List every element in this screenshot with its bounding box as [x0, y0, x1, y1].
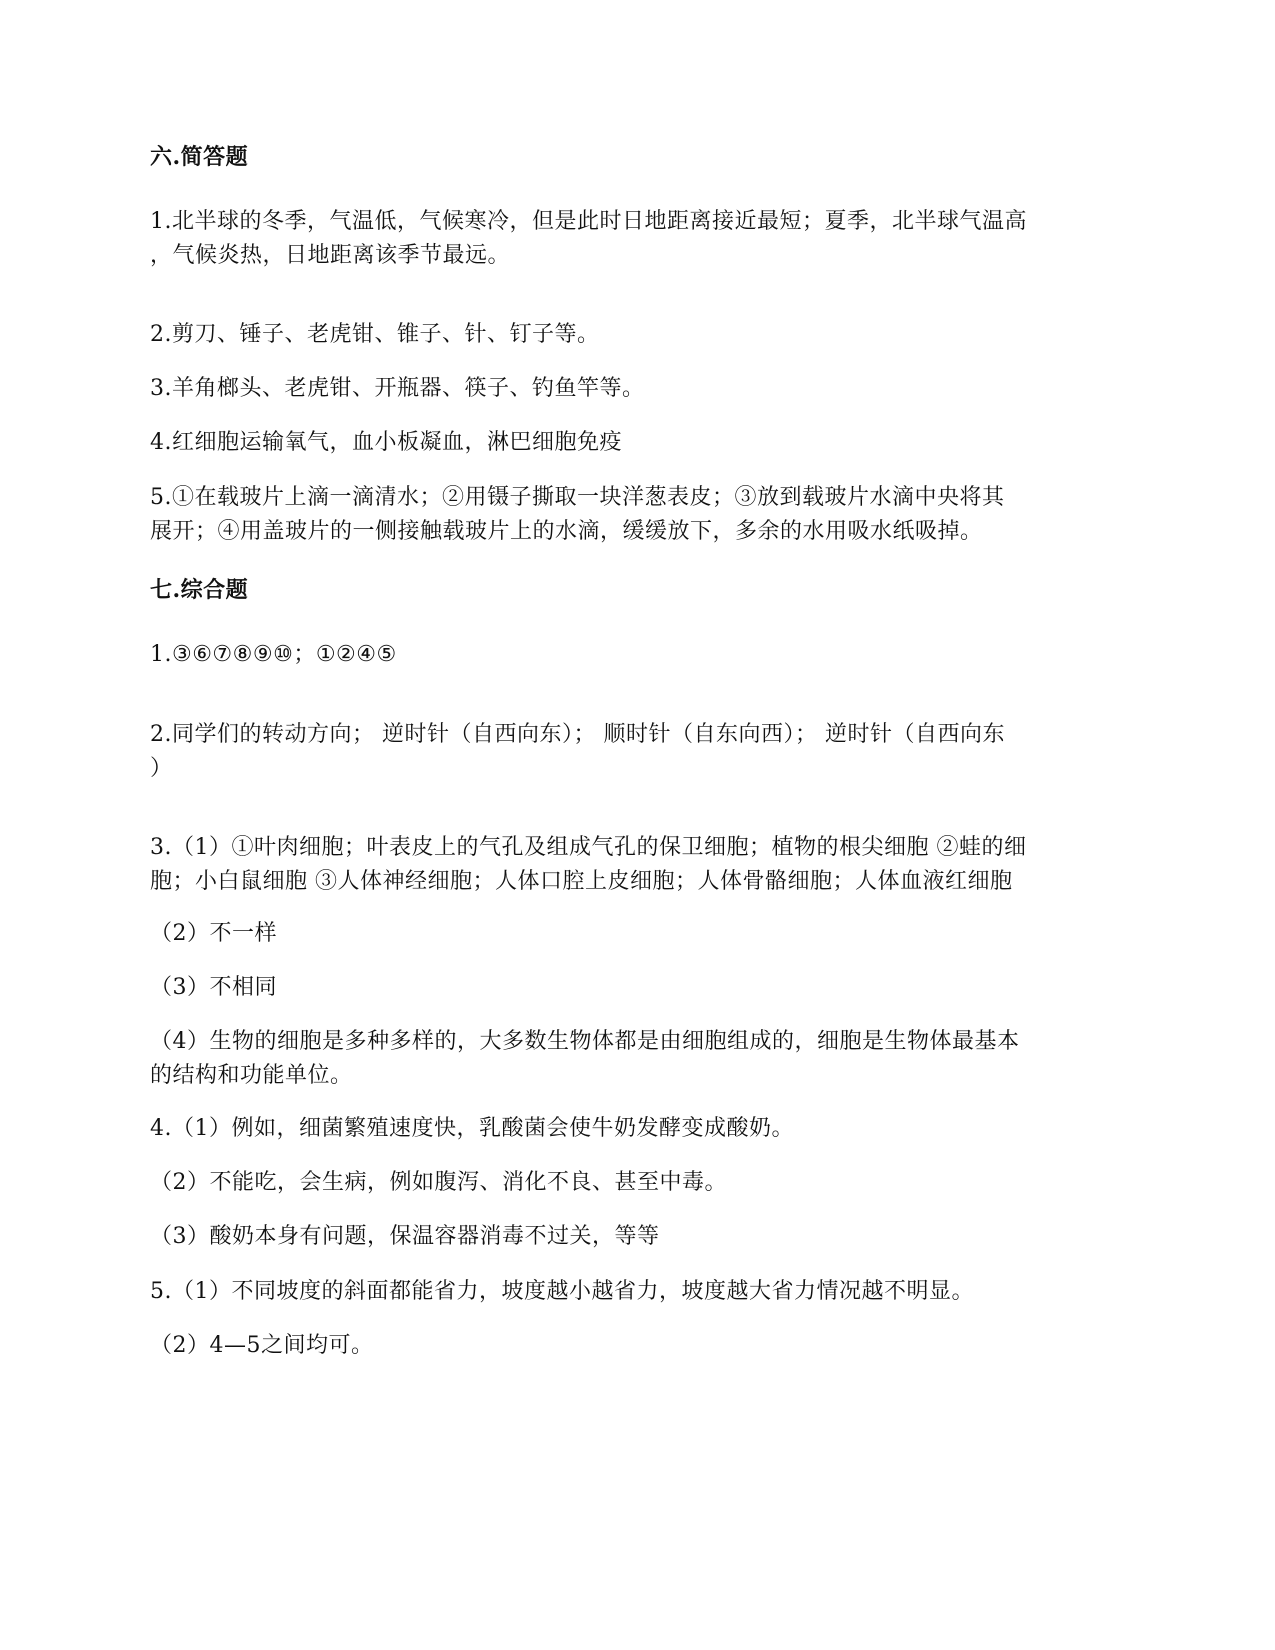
answer-line: （4）生物的细胞是多种多样的，大多数生物体都是由细胞组成的，细胞是生物体最基本 [150, 1029, 1020, 1054]
answer-item [150, 372, 1125, 406]
answer-line: 4.（1）例如，细菌繁殖速度快，乳酸菌会使牛奶发酵变成酸奶。 [150, 1116, 794, 1141]
answer-item [150, 1112, 1125, 1146]
answer-line: （3）酸奶本身有问题，保温容器消毒不过关，等等 [150, 1224, 660, 1249]
answer-item [150, 205, 1125, 273]
answer-line: 1.北半球的冬季，气温低，气候寒冷，但是此时日地距离接近最短；夏季，北半球气温高 [150, 209, 1027, 234]
answer-item [150, 1166, 1125, 1200]
section-heading-short-answer: 六.简答题 [150, 144, 249, 170]
answer-line: 5.①在载玻片上滴一滴清水；②用镊子撕取一块洋葱表皮；③放到载玻片水滴中央将其 [150, 485, 1005, 510]
answer-line: ，气候炎热，日地距离该季节最远。 [150, 243, 511, 268]
answer-line: （2）4—5之间均可。 [150, 1333, 374, 1358]
answer-item [150, 971, 1125, 1005]
answer-item [150, 1275, 1125, 1309]
answer-line: 4.红细胞运输氧气，血小板凝血，淋巴细胞免疫 [150, 430, 622, 455]
answer-item [150, 638, 1125, 672]
answer-item [150, 481, 1125, 549]
answer-line: ） [150, 756, 173, 781]
answer-line: 胞；小白鼠细胞 ③人体神经细胞；人体口腔上皮细胞；人体骨骼细胞；人体血液红细胞 [150, 869, 1013, 894]
answer-line: 3.（1）①叶肉细胞；叶表皮上的气孔及组成气孔的保卫细胞；植物的根尖细胞 ②蛙的细 [150, 835, 1027, 860]
answer-item [150, 718, 1125, 786]
answer-line: 5.（1）不同坡度的斜面都能省力，坡度越小越省力，坡度越大省力情况越不明显。 [150, 1279, 974, 1304]
answer-item [150, 1329, 1125, 1363]
answer-line: （3）不相同 [150, 975, 277, 1000]
answer-item [150, 318, 1125, 352]
answer-line: 的结构和功能单位。 [150, 1063, 353, 1088]
answer-line: 2.剪刀、锤子、老虎钳、锥子、针、钉子等。 [150, 322, 600, 347]
answer-item [150, 917, 1125, 951]
answer-line: 3.羊角榔头、老虎钳、开瓶器、筷子、钓鱼竿等。 [150, 376, 645, 401]
answer-item [150, 1025, 1125, 1093]
answer-item [150, 831, 1125, 899]
answer-line: 展开；④用盖玻片的一侧接触载玻片上的水滴，缓缓放下，多余的水用吸水纸吸掉。 [150, 519, 983, 544]
answer-line: （2）不能吃，会生病，例如腹泻、消化不良、甚至中毒。 [150, 1170, 727, 1195]
answer-item [150, 426, 1125, 460]
answer-line: （2）不一样 [150, 921, 277, 946]
answer-line: 1.③⑥⑦⑧⑨⑩；①②④⑤ [150, 642, 397, 667]
answer-item [150, 1220, 1125, 1254]
section-heading-comprehensive: 七.综合题 [150, 577, 249, 603]
answer-line: 2.同学们的转动方向； 逆时针（自西向东）； 顺时针（自东向西）； 逆时针（自西向东 [150, 722, 1005, 747]
